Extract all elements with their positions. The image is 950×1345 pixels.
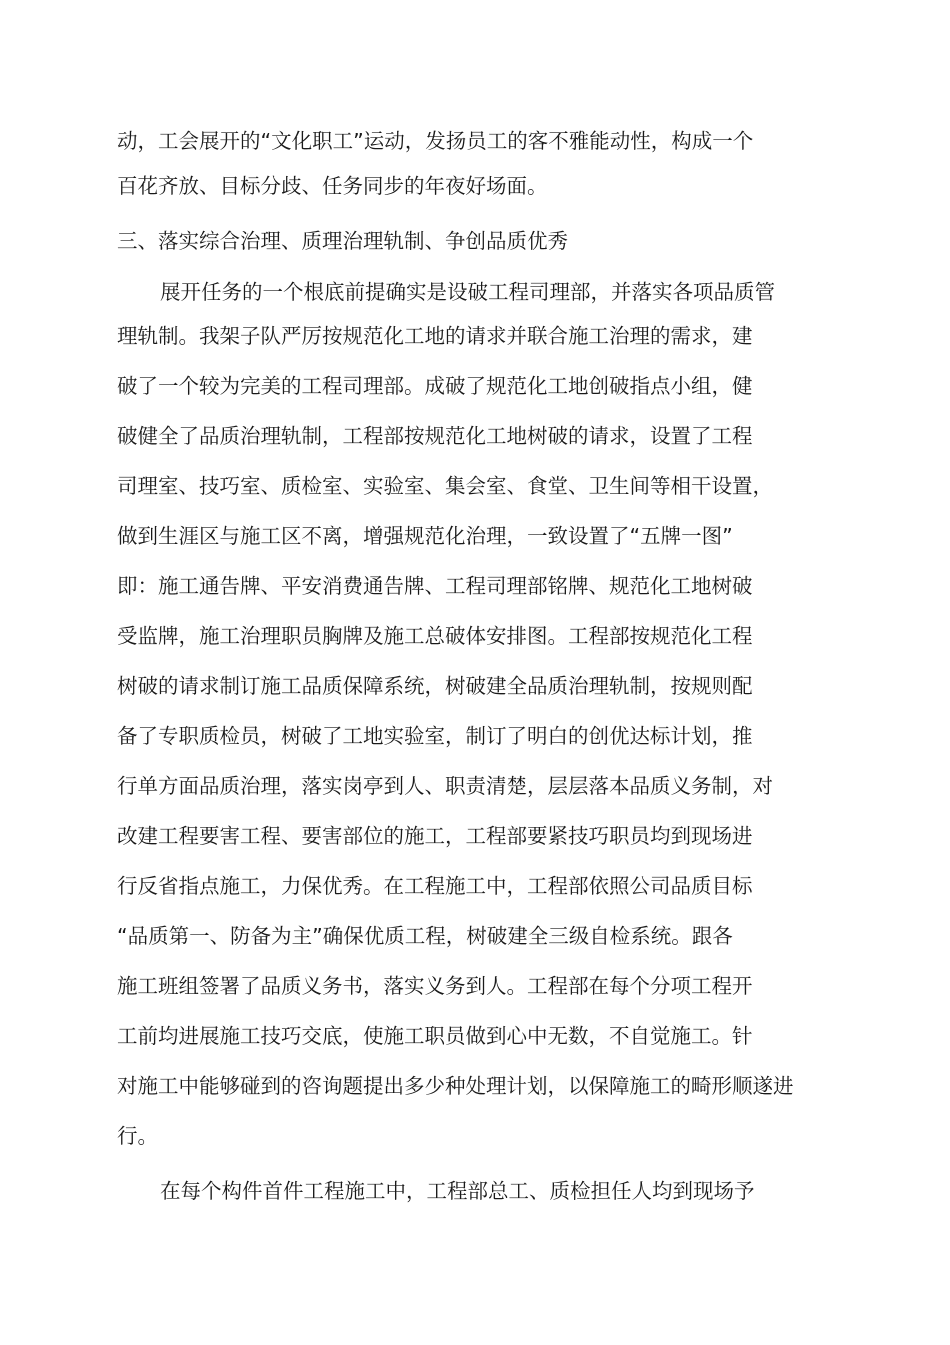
text-line: 行单方面品质治理，落实岗亭到人、职责清楚，层层落本品质义务制，对 <box>117 774 773 798</box>
text-line: 改建工程要害工程、要害部位的施工，工程部要紧技巧职员均到现场进 <box>117 824 753 848</box>
text-line: 施工班组签署了品质义务书，落实义务到人。工程部在每个分项工程开 <box>117 974 753 998</box>
text-line: 司理室、技巧室、质检室、实验室、集会室、食堂、卫生间等相干设置， <box>117 474 773 498</box>
text-line: 树破的请求制订施工品质保障系统，树破建全品质治理轨制，按规则配 <box>117 674 753 698</box>
text-line: 受监牌，施工治理职员胸牌及施工总破体安排图。工程部按规范化工程 <box>117 624 753 648</box>
text-line: 做到生涯区与施工区不离，增强规范化治理，一致设置了“五牌一图” <box>117 524 733 548</box>
text-line: 工前均进展施工技巧交底，使施工职员做到心中无数，不自觉施工。针 <box>117 1024 753 1048</box>
text-line: 动，工会展开的“文化职工”运动，发扬员工的客不雅能动性，构成一个 <box>117 129 754 153</box>
text-line: 破了一个较为完美的工程司理部。成破了规范化工地创破指点小组，健 <box>117 374 753 398</box>
text-line: 行。 <box>117 1124 158 1148</box>
text-line: 对施工中能够碰到的咨询题提出多少种处理计划，以保障施工的畸形顺遂进 <box>117 1074 794 1098</box>
text-line: 破健全了品质治理轨制，工程部按规范化工地树破的请求，设置了工程 <box>117 424 753 448</box>
text-line: 在每个构件首件工程施工中，工程部总工、质检担任人均到现场予 <box>160 1179 755 1203</box>
text-line: 即：施工通告牌、平安消费通告牌、工程司理部铭牌、规范化工地树破 <box>117 574 753 598</box>
text-line: 理轨制。我架子队严厉按规范化工地的请求并联合施工治理的需求，建 <box>117 324 753 348</box>
text-line: 行反省指点施工，力保优秀。在工程施工中，工程部依照公司品质目标 <box>117 874 753 898</box>
section-heading: 三、落实综合治理、质理治理轨制、争创品质优秀 <box>117 229 568 253</box>
text-line: 备了专职质检员，树破了工地实验室，制订了明白的创优达标计划，推 <box>117 724 753 748</box>
text-line: “品质第一、防备为主”确保优质工程，树破建全三级自检系统。跟各 <box>117 924 733 948</box>
text-line: 百花齐放、目标分歧、任务同步的年夜好场面。 <box>117 174 548 198</box>
text-line: 展开任务的一个根底前提确实是设破工程司理部，并落实各项品质管 <box>160 280 775 304</box>
